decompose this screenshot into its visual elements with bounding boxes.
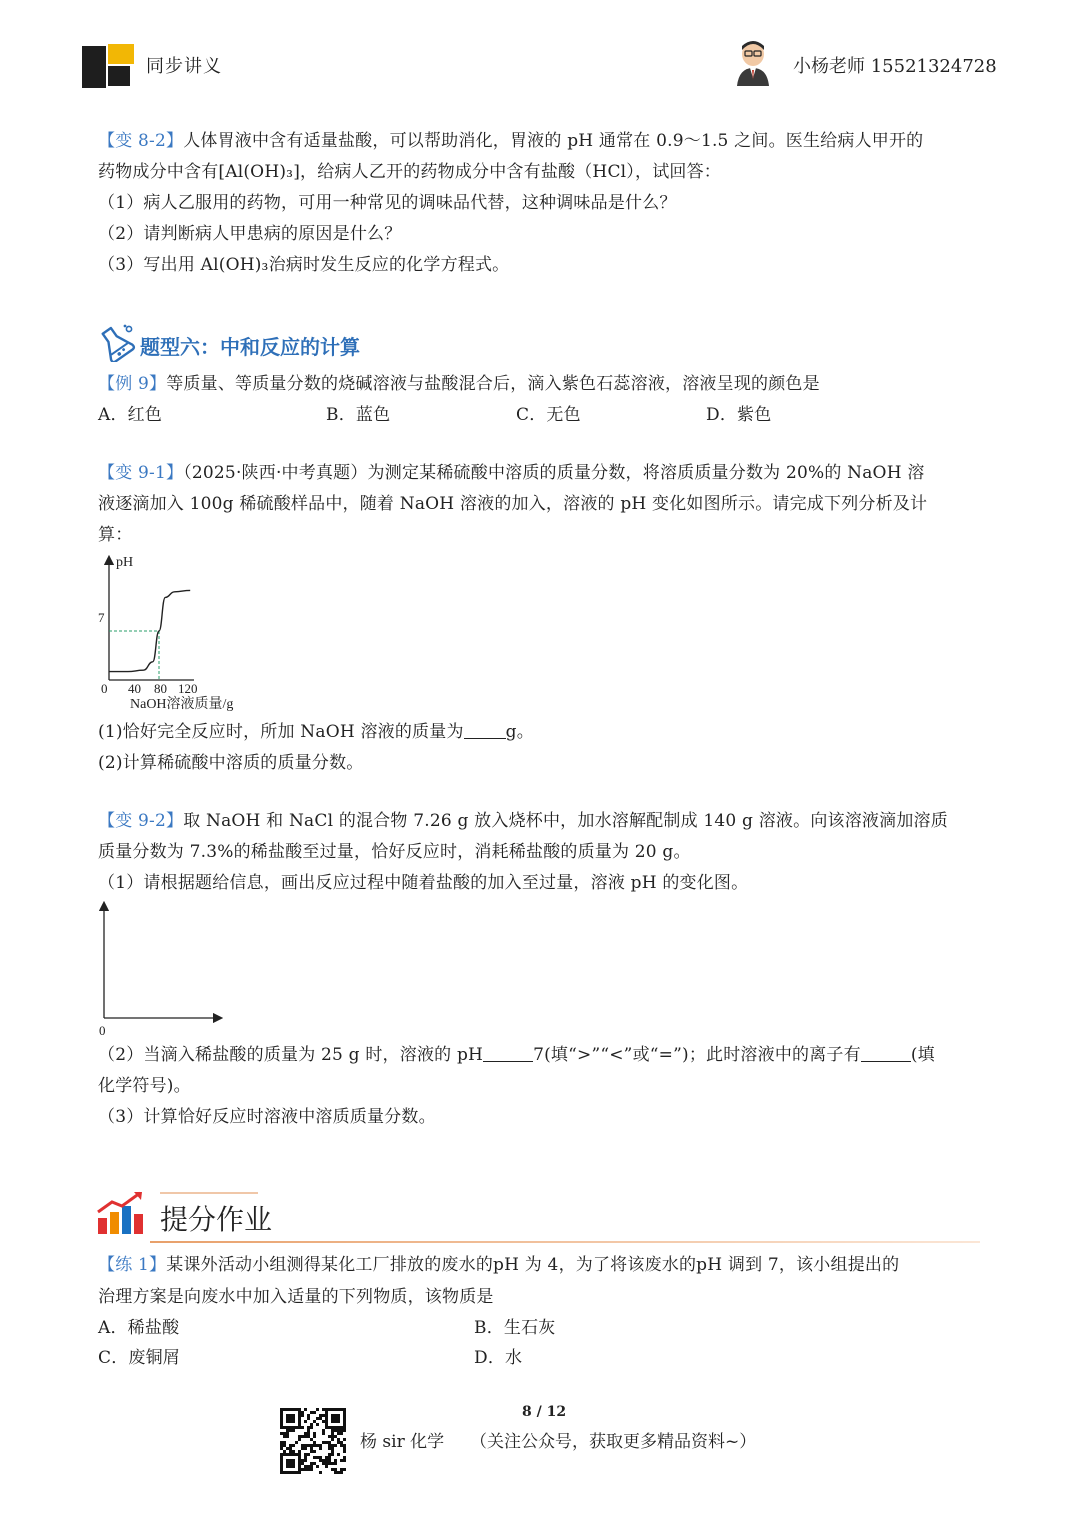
qr-code — [280, 1408, 346, 1474]
ex9-option-b: B．蓝色 — [326, 405, 391, 425]
homework-top-rule — [160, 1192, 258, 1194]
hw1-option-b: B．生石灰 — [474, 1318, 556, 1338]
homework-title: 提分作业 — [160, 1203, 273, 1236]
ex9-option-c: C．无色 — [516, 405, 581, 425]
ex9-option-a: A．红色 — [98, 405, 163, 425]
ph-chart-x-label: NaOH溶液质量/g — [130, 697, 234, 712]
ex9-tag: 【例 9】 — [98, 374, 167, 394]
q91-sub2: (2)计算稀硫酸中溶质的质量分数。 — [98, 753, 364, 773]
teacher-contact: 小杨老师 15521324728 — [793, 56, 997, 77]
hw1-line2: 治理方案是向废水中加入适量的下列物质，该物质是 — [98, 1287, 494, 1307]
hw1-option-d: D．水 — [474, 1348, 523, 1368]
footer-brand: 杨 sir 化学 — [360, 1432, 445, 1452]
q91-line1: 【变 9-1】（2025·陕西·中考真题）为测定某稀硫酸中溶质的质量分数，将溶质质量分数为 20%的 NaOH 溶 — [98, 463, 925, 483]
q91-line2: 液逐滴加入 100g 稀硫酸样品中，随着 NaOH 溶液的加入，溶液的 pH 变化如图所示。请完成下列分析及计 — [98, 494, 928, 514]
q82-sub1: （1）病人乙服用的药物，可用一种常见的调味品代替，这种调味品是什么？ — [98, 193, 677, 213]
q92-tag: 【变 9-2】 — [98, 811, 184, 831]
ex9-option-d: D．紫色 — [706, 405, 772, 425]
ph-chart-x-tick-40: 40 — [128, 681, 141, 696]
page-number: 8 / 12 — [522, 1404, 567, 1420]
q91-line3: 算： — [98, 525, 133, 545]
ph-chart — [94, 550, 274, 716]
q82-line2: 药物成分中含有[Al(OH)₃]，给病人乙开的药物成分中含有盐酸（HCl），试回答： — [98, 162, 721, 182]
section-title: 题型六：中和反应的计算 — [140, 335, 360, 359]
q92-blank-ph[interactable] — [483, 1044, 533, 1062]
avatar — [733, 38, 773, 86]
q92-line2: 质量分数为 7.3%的稀盐酸至过量，恰好反应时，消耗稀盐酸的质量为 20 g。 — [98, 842, 691, 862]
q92-sub1: （1）请根据题给信息，画出反应过程中随着盐酸的加入至过量，溶液 pH 的变化图。 — [98, 873, 749, 893]
header-title: 同步讲义 — [146, 56, 222, 77]
q92-sub2-cont: 化学符号)。 — [98, 1076, 191, 1096]
flask-icon — [96, 324, 136, 362]
hw1-tag: 【练 1】 — [98, 1255, 167, 1275]
q92-blank-ions[interactable] — [861, 1044, 911, 1062]
ex9-line: 【例 9】等质量、等质量分数的烧碱溶液与盐酸混合后，滴入紫色石蕊溶液，溶液呈现的颜色是 — [98, 374, 820, 394]
q82-sub2: （2）请判断病人甲患病的原因是什么？ — [98, 224, 402, 244]
hw1-option-c: C．废铜屑 — [98, 1348, 181, 1368]
q92-line1: 【变 9-2】取 NaOH 和 NaCl 的混合物 7.26 g 放入烧杯中，加水溶解配制成 140 g 溶液。向该溶液滴加溶质 — [98, 811, 948, 831]
ph-chart-x-tick-120: 120 — [178, 681, 198, 696]
q91-tag: 【变 9-1】 — [98, 463, 184, 483]
q92-sub3: （3）计算恰好反应时溶液中溶质质量分数。 — [98, 1107, 436, 1127]
bar-chart-icon — [96, 1190, 146, 1236]
ph-chart-x-tick-0: 0 — [101, 681, 108, 696]
hw1-line1: 【练 1】某课外活动小组测得某化工厂排放的废水的pH 为 4，为了将该废水的pH 调到 7，该小组提出的 — [98, 1255, 900, 1275]
blank-axes — [94, 898, 234, 1038]
q82-tag: 【变 8-2】 — [98, 131, 184, 151]
ph-chart-x-tick-80: 80 — [154, 681, 167, 696]
footer-note: （关注公众号，获取更多精品资料~） — [470, 1432, 757, 1452]
ph-chart-y-label: pH — [116, 555, 134, 570]
q91-blank[interactable] — [464, 721, 506, 739]
hw1-option-a: A．稀盐酸 — [98, 1318, 180, 1338]
ph-chart-y-tick-7: 7 — [98, 610, 105, 625]
q92-sub2: （2）当滴入稀盐酸的质量为 25 g 时，溶液的 pH 7(填“>”“<”或“=”)；此时溶液中的离子有 (填 — [98, 1045, 935, 1065]
q82-sub3: （3）写出用 Al(OH)₃治病时发生反应的化学方程式。 — [98, 255, 510, 275]
blank-axes-origin: 0 — [99, 1023, 106, 1038]
logo — [80, 42, 136, 90]
homework-underline — [150, 1241, 980, 1243]
q82-line1: 【变 8-2】人体胃液中含有适量盐酸，可以帮助消化，胃液的 pH 通常在 0.9～1.5 之间。医生给病人甲开的 — [98, 131, 924, 151]
q91-sub1: (1)恰好完全反应时，所加 NaOH 溶液的质量为 g。 — [98, 722, 534, 742]
